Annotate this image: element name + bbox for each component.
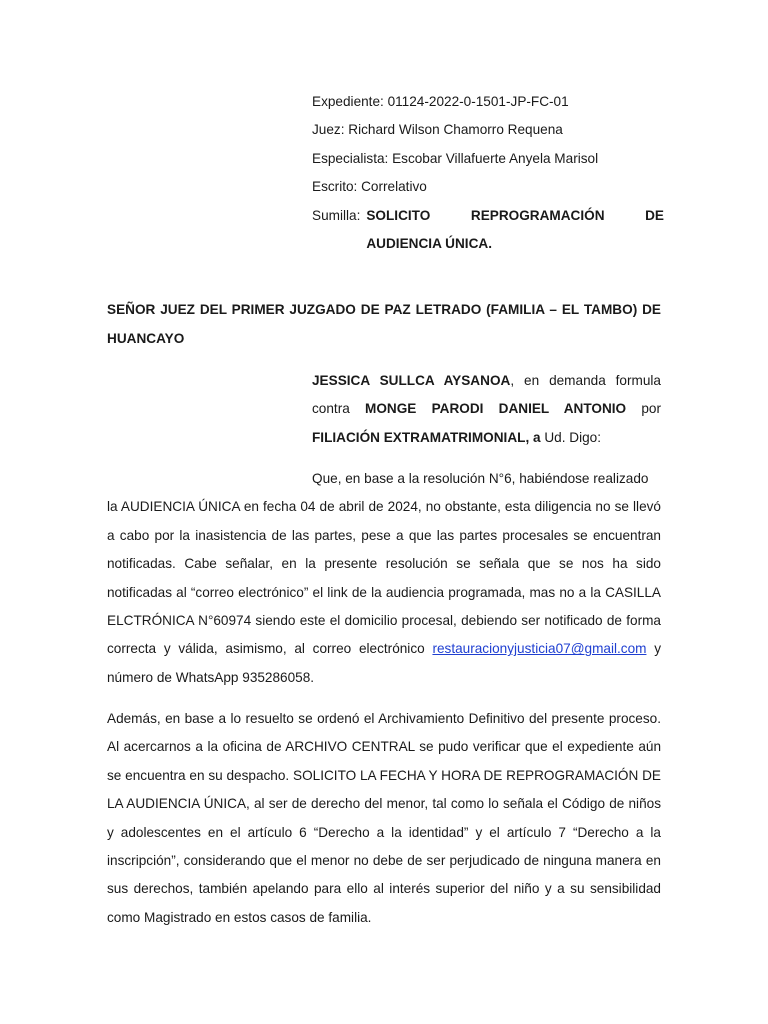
summary-label: Sumilla:: [312, 207, 361, 223]
summary: [312, 202, 664, 259]
defendant-name: MONGE PARODI DANIEL ANTONIO: [365, 401, 627, 417]
paragraph-1-body: la AUDIENCIA ÚNICA en fecha 04 de abril de 2024, no obstante, esta diligencia no se llevó a cabo por la inasistencia de las partes, pese a que las partes procesales se encuentran notificadas. Cabe señalar, en la presente resolución se señala que se nos ha sido notificadas al “correo electrónico” el link de la audiencia programada, mas no a la CASILLA ELCTRÓNICA N°60974 siendo este el domicilio procesal, debiendo ser notificado de forma correcta y válida, asimismo, al correo electrónico: [107, 499, 661, 657]
body-paragraph-1: [107, 465, 661, 692]
addressee: SEÑOR JUEZ DEL PRIMER JUZGADO DE PAZ LETRADO (FAMILIA – EL TAMBO) DE HUANCAYO: [107, 302, 661, 346]
body-paragraph-2: Además, en base a lo resuelto se ordenó el Archivamiento Definitivo del presente proceso. Al acercarnos a la oficina de ARCHIVO CENTRAL se pudo verificar que el expediente aún se encuentra en su despacho. SOLICITO LA FECHA Y HORA DE REPROGRAMACIÓN DE LA AUDIENCIA ÚNICA, al ser de derecho del menor, tal como lo señala el Código de niños y adolescentes en el artículo 6 “Derecho a la identidad” y el artículo 7 “Derecho a la inscripción”, considerando que el menor no debe de ser perjudicado de ninguna manera en sus derechos, también apelando para ello al interés superior del niño y a su sensibilidad como Magistrado en estos casos de familia.: [107, 711, 661, 925]
plaintiff-name: JESSICA SULLCA AYSANOA: [312, 373, 511, 388]
document-type: Escrito: Correlativo: [312, 179, 427, 195]
paragraph-1-tail: y número de WhatsApp 935286058.: [107, 641, 661, 685]
summary-value: SOLICITO REPROGRAMACIÓN DE AUDIENCIA ÚNICA.: [366, 207, 664, 251]
email-link[interactable]: restauracionyjusticia07@gmail.com: [432, 641, 647, 657]
intro-text-3: Ud. Digo:: [540, 429, 602, 445]
case-matter: FILIACIÓN EXTRAMATRIMONIAL, a: [312, 429, 541, 445]
case-number: Expediente: 01124-2022-0-1501-JP-FC-01: [312, 94, 569, 109]
case-header: [312, 88, 664, 258]
paragraph-1-first-line: Que, en base a la resolución N°6, habiéndose realizado: [312, 471, 649, 486]
intro-paragraph: [312, 367, 661, 452]
judge-name: Juez: Richard Wilson Chamorro Requena: [312, 122, 563, 138]
intro-text-1: , en demanda formula contra: [312, 373, 661, 417]
intro-text-2: por: [626, 401, 661, 417]
specialist-name: Especialista: Escobar Villafuerte Anyela Marisol: [312, 150, 599, 166]
